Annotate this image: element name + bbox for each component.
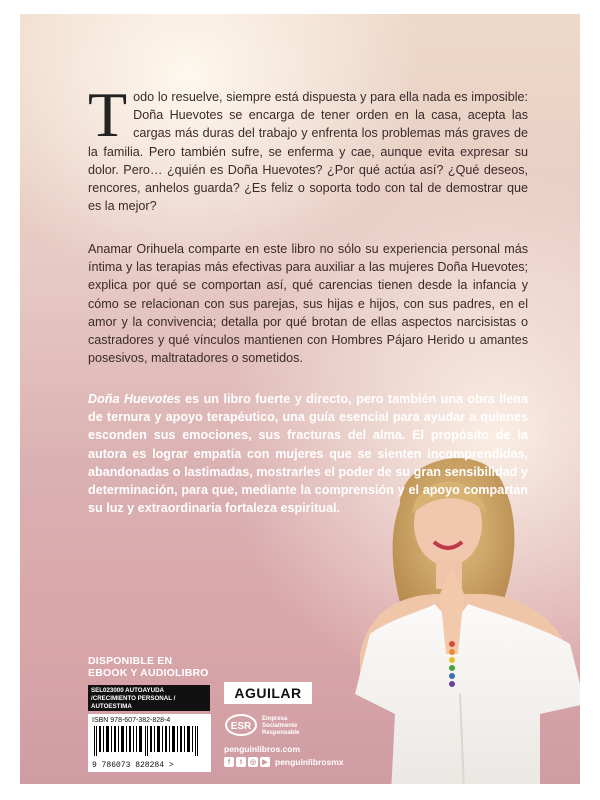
instagram-icon: ◎ (249, 759, 257, 766)
book-title-inline: Doña Huevotes (88, 392, 181, 406)
esr-text: Empresa Socialmente Responsable (262, 716, 300, 736)
social-handle: penguinlibrosmx (275, 757, 344, 767)
drop-cap: T (88, 79, 128, 150)
twitter-icon: t (236, 757, 246, 767)
website: penguinlibros.com (224, 744, 301, 754)
paragraph-purpose (88, 390, 528, 517)
barcode-icon (92, 726, 207, 756)
availability-line-1: DISPONIBLE EN (88, 655, 173, 667)
esr-badge: ESR (230, 721, 252, 732)
youtube-icon: ▶ (260, 757, 270, 767)
barcode-number: 9 786073 828284 > (92, 761, 174, 770)
barcode-block (88, 714, 211, 772)
facebook-icon: f (224, 757, 234, 767)
category-seal: SEL023000 AUTOAYUDA /CRECIMIENTO PERSONAL / AUTOESTIMA (88, 685, 210, 711)
paragraph-purpose-text: es un libro fuerte y directo, pero también una obra llena de ternura y apoyo terapéutico, una guía esencial para ayudar a quienes esconden sus emociones, sus fracturas del alma. El propósito de la autora es lograr empatía con mujeres que se sienten incomprendidas, abandonadas o lastimadas, mostrarles el poder de su gran sensibilidad y determinación, para que, mediante la comprensión y el apoyo compartan su luz y extraordinaria fortaleza espiritual. (88, 392, 528, 516)
availability-note (88, 655, 209, 679)
esr-logo-icon (224, 713, 258, 737)
paragraph-intro (88, 79, 528, 215)
paragraph-author: Anamar Orihuela comparte en este libro no sólo su experiencia personal más íntima y las terapias más efectivas para auxiliar a las mujeres Doña Huevotes; explica por qué se comportan así, qué carencias tienen desde la infancia y cómo se relacionan con sus parejas, sus hijas e hijos, con sus padres, en el amor y la convivencia; detalla por qué brotan de ellas aspectos narcisistas o castradores y qué vínculos mantienen con Hombres Pájaro Herido u amantes posesivos, maltratadores o sometidos. (88, 242, 528, 366)
isbn: ISBN 978-607-382-828-4 (92, 717, 171, 724)
paragraph-intro-text: odo lo resuelve, siempre está dispuesta y para ella nada es imposible: Doña Huevotes se encarga de tener orden en la casa, acepta las cargas más duras del trabajo y enfrenta los problemas más graves de la familia. Pero también sufre, se enferma y cae, aunque evita expresar su dolor. Pero… ¿quién es Doña Huevotes? ¿Por qué actúa así? ¿Qué deseos, rencores, anhelos guarda? ¿Es feliz o soporta todo con tal de demostrar que es la mejor? (88, 90, 528, 214)
publisher-logo: AGUILAR (224, 682, 312, 704)
social-links (224, 757, 343, 767)
back-cover (20, 14, 580, 784)
availability-line-2: EBOOK Y AUDIOLIBRO (88, 667, 209, 679)
